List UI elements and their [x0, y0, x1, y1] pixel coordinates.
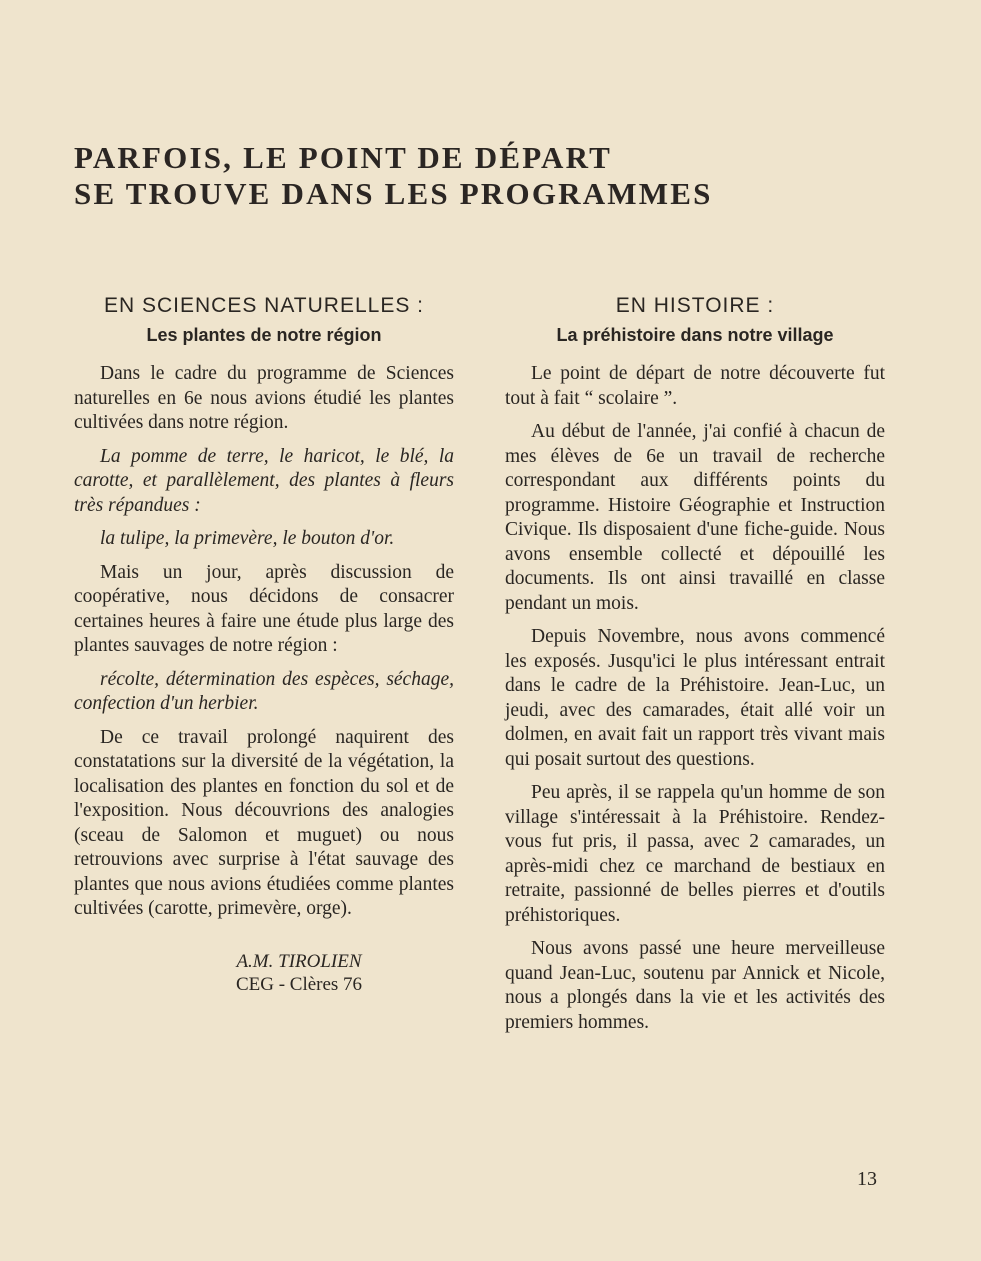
author-signature [74, 950, 454, 996]
left-paragraph: récolte, détermination des espèces, séchage, confection d'un herbier. [74, 668, 454, 714]
left-column [74, 290, 454, 996]
left-section-heading: EN SCIENCES NATURELLES : [103, 294, 425, 317]
page-title [74, 140, 774, 212]
author-name: A.M. TIROLIEN [236, 950, 362, 972]
right-paragraph: Le point de départ de notre découverte fut tout à fait “ scolaire ”. [505, 363, 885, 409]
title-line-2: SE TROUVE DANS LES PROGRAMMES [74, 176, 713, 211]
right-section-subheading: La préhistoire dans notre village [556, 325, 834, 345]
left-paragraph: De ce travail prolongé naquirent des constatations sur la diversité de la végétation, la localisation des plantes en fonction du sol et de l'exposition. Nous découvrions des analogies (sceau de Salomon et muguet) ou nous retrouvions avec surprise à l'état sauvage des plantes que nous avions étudiées comme plantes cultivées (carotte, primevère, orge). [74, 726, 454, 919]
right-paragraph: Nous avons passé une heure merveilleuse quand Jean-Luc, soutenu par Annick et Nicole, nous a plongés dans la vie et les activités des premiers hommes. [505, 938, 885, 1033]
right-paragraph: Depuis Novembre, nous avons commencé les exposés. Jusqu'ici le plus intéressant entrait dans le cadre de la Préhistoire. Jean-Luc, un jeudi, avec des camarades, était allé voir un dolmen, en avait fait un rapport très vivant mais qui posait surtout des questions. [505, 626, 885, 770]
page-number: 13 [857, 1168, 877, 1190]
left-paragraph: Dans le cadre du programme de Sciences naturelles en 6e nous avions étudié les plantes cultivées dans notre région. [74, 363, 454, 433]
left-paragraph: Mais un jour, après discussion de coopérative, nous décidons de consacrer certaines heures à faire une étude plus large des plantes sauvages de notre région : [74, 561, 454, 656]
left-section-subheading: Les plantes de notre région [146, 325, 382, 345]
author-school: CEG - Clères 76 [235, 973, 363, 995]
left-paragraph: la tulipe, la primevère, le bouton d'or. [100, 528, 395, 549]
right-paragraph: Peu après, il se rappela qu'un homme de son village s'intéressait à la Préhistoire. Rendez-vous fut pris, il passa, avec 2 camarades, un après-midi chez ce marchand de bestiaux en retraite, passionné de belles pierres et d'outils préhistoriques. [505, 782, 885, 926]
right-paragraph: Au début de l'année, j'ai confié à chacun de mes élèves de 6e un travail de recherche correspondant aux différents points du programme. Histoire Géographie et Instruction Civique. Ils disposaient d'une fiche-guide. Nous avons ensemble collecté et dépouillé les documents. Ils ont ainsi travaillé en classe pendant un mois. [505, 421, 885, 614]
title-line-1: PARFOIS, LE POINT DE DÉPART [74, 140, 613, 175]
right-column [505, 290, 885, 1044]
left-paragraph: La pomme de terre, le haricot, le blé, la carotte, et parallèlement, des plantes à fleurs très répandues : [74, 445, 454, 516]
right-section-heading: EN HISTOIRE : [615, 294, 775, 317]
